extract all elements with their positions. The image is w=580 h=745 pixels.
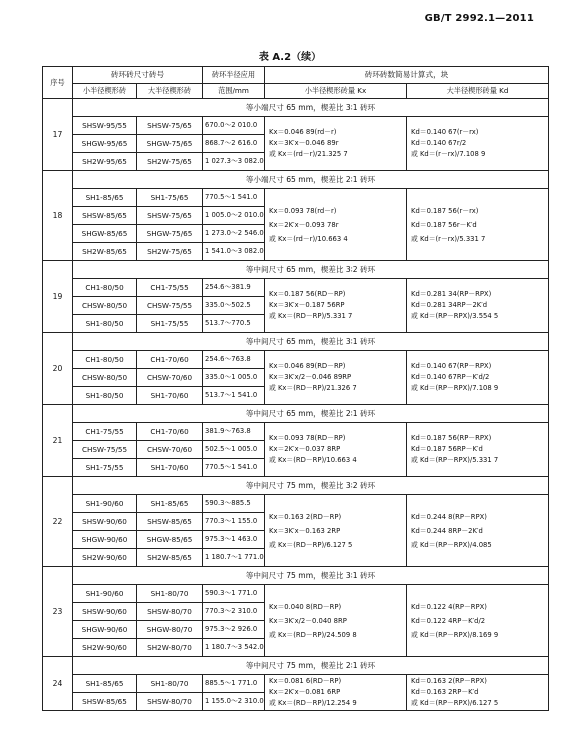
formula-line: Kx＝3K′x－0.163 2RP	[269, 526, 341, 535]
col-formula-group: 砖环砖数简易计算式，块	[265, 67, 549, 84]
small-shape-cell: SHSW-95/55	[73, 117, 137, 135]
large-shape-cell: SH2W-80/70	[137, 639, 203, 657]
large-shape-cell: SH1-80/70	[137, 585, 203, 603]
formula-line: Kx＝0.187 56(RD－RP)	[269, 290, 346, 298]
formula-line: Kd＝0.244 8RP－2K′d	[411, 526, 483, 535]
formula-line: 或 Kd＝(RP－RPX)/4.085	[411, 540, 492, 549]
formula-line: Kd＝0.140 67(RP－RPX)	[411, 362, 492, 370]
formula-small-cell	[265, 117, 407, 171]
radius-cell: 770.3～2 310.0	[203, 603, 265, 621]
col-radius-group: 砖环半径应用	[203, 67, 265, 84]
formula-line: Kx＝2K′x－0.081 6RP	[269, 688, 341, 696]
row-number: 23	[43, 567, 73, 657]
table-row	[43, 423, 549, 441]
large-shape-cell: SH1-70/60	[137, 459, 203, 477]
radius-cell: 1 027.3～3 082.0	[203, 153, 265, 171]
formula-line: Kd＝0.122 4(RP－RPX)	[411, 602, 487, 611]
row-number: 18	[43, 171, 73, 261]
table-row	[43, 585, 549, 603]
formula-line: Kx＝3K′x/2－0.040 8RP	[269, 616, 347, 625]
col-large-shape: 大半径楔形砖	[137, 84, 203, 99]
large-shape-cell: SH1-80/70	[137, 675, 203, 693]
large-shape-cell: SHSW-85/65	[137, 513, 203, 531]
formula-small-cell	[265, 279, 407, 333]
formula-line: Kx＝0.081 6(RD－RP)	[269, 677, 342, 685]
row-number: 20	[43, 333, 73, 405]
large-shape-cell: CH1-75/55	[137, 279, 203, 297]
formula-line: 或 Kx＝(rd－r)/10.663 4	[269, 234, 348, 243]
table-caption: 表 A.2（续）	[258, 52, 322, 63]
formula-line: 或 Kx＝(rd－r)/21.325 7	[269, 150, 348, 158]
radius-cell: 513.7～770.5	[203, 315, 265, 333]
formula-large-cell	[407, 495, 549, 567]
large-shape-cell: SH1-70/60	[137, 387, 203, 405]
small-shape-cell: SH1-90/60	[73, 495, 137, 513]
section-title: 等小端尺寸 65 mm，楔差比 2∶1 砖环	[73, 171, 549, 189]
formula-line: 或 Kd＝(RP－RPX)/8.169 9	[411, 630, 499, 639]
section-header-row	[43, 405, 549, 423]
small-shape-cell: SH1-85/65	[73, 189, 137, 207]
formula-line: 或 Kx＝(RD－RP)/10.663 4	[269, 456, 357, 464]
formula-large-cell	[407, 585, 549, 657]
formula-line: 或 Kd＝(r－rx)/5.331 7	[411, 234, 486, 243]
formula-small-cell	[265, 585, 407, 657]
small-shape-cell: SH1-80/50	[73, 315, 137, 333]
formula-large-cell	[407, 351, 549, 405]
formula-line: 或 Kx＝(RD－RP)/5.331 7	[269, 312, 353, 320]
small-shape-cell: SHSW-85/65	[73, 693, 137, 711]
large-shape-cell: CHSW-70/60	[137, 441, 203, 459]
small-shape-cell: SHSW-90/60	[73, 603, 137, 621]
formula-line: Kd＝0.163 2RP－K′d	[411, 688, 479, 696]
table-row	[43, 495, 549, 513]
large-shape-cell: SH1-75/65	[137, 189, 203, 207]
formula-line: Kd＝0.187 56RP－K′d	[411, 445, 483, 453]
section-header-row	[43, 333, 549, 351]
radius-cell: 770.5～1 541.0	[203, 189, 265, 207]
radius-cell: 670.0～2 010.0	[203, 117, 265, 135]
col-formula-small: 小半径楔形砖量 Kx	[265, 84, 407, 99]
formula-line: Kd＝0.163 2(RP－RPX)	[411, 677, 487, 685]
radius-cell: 770.5～1 541.0	[203, 459, 265, 477]
radius-cell: 335.0～502.5	[203, 297, 265, 315]
section-title: 等中间尺寸 65 mm，楔差比 2∶1 砖环	[73, 405, 549, 423]
large-shape-cell: SH2W-75/65	[137, 153, 203, 171]
large-shape-cell: SHSW-75/65	[137, 207, 203, 225]
large-shape-cell: SH1-85/65	[137, 495, 203, 513]
formula-line: Kd＝0.187 56(RP－RPX)	[411, 434, 492, 442]
radius-cell: 1 180.7～3 542.0	[203, 639, 265, 657]
formula-line: Kd＝0.187 56(r－rx)	[411, 206, 479, 215]
col-formula-large: 大半径楔形砖量 Kd	[407, 84, 549, 99]
large-shape-cell: SHSW-80/70	[137, 693, 203, 711]
small-shape-cell: SHGW-85/65	[73, 225, 137, 243]
large-shape-cell: SHSW-75/65	[137, 117, 203, 135]
formula-line: Kx＝0.040 8(RD－RP)	[269, 602, 342, 611]
formula-small-cell	[265, 423, 407, 477]
row-number: 22	[43, 477, 73, 567]
large-shape-cell: CHSW-75/55	[137, 297, 203, 315]
formula-line: 或 Kd＝(RP－RPX)/7.108 9	[411, 384, 499, 392]
formula-line: Kx＝3K′x－0.187 56RP	[269, 301, 345, 309]
small-shape-cell: SHSW-90/60	[73, 513, 137, 531]
header-row-2	[43, 84, 549, 99]
col-seq: 序号	[43, 67, 73, 99]
radius-cell: 770.3～1 155.0	[203, 513, 265, 531]
section-header-row	[43, 657, 549, 675]
formula-line: 或 Kd＝(r－rx)/7.108 9	[411, 150, 486, 158]
formula-line: 或 Kx＝(RD－RP)/12.254 9	[269, 699, 357, 707]
table-row	[43, 117, 549, 135]
radius-cell: 1 155.0～2 310.0	[203, 693, 265, 711]
formula-line: Kx＝2K′x－0.037 8RP	[269, 445, 341, 453]
col-small-shape: 小半径楔形砖	[73, 84, 137, 99]
formula-line: Kx＝2K′x－0.093 78r	[269, 220, 339, 229]
formula-line: Kx＝0.093 78(rd－r)	[269, 206, 337, 215]
large-shape-cell: CHSW-70/60	[137, 369, 203, 387]
radius-cell: 1 273.0～2 546.0	[203, 225, 265, 243]
small-shape-cell: SHSW-85/65	[73, 207, 137, 225]
small-shape-cell: SH2W-90/60	[73, 639, 137, 657]
formula-line: Kx＝3K′x－0.046 89r	[269, 139, 339, 147]
section-header-row	[43, 171, 549, 189]
large-shape-cell: SHSW-80/70	[137, 603, 203, 621]
formula-line: Kd＝0.281 34RP－2K′d	[411, 301, 488, 309]
small-shape-cell: SH1-90/60	[73, 585, 137, 603]
large-shape-cell: SHGW-75/65	[137, 225, 203, 243]
formula-line: Kd＝0.122 4RP－K′d/2	[411, 616, 486, 625]
large-shape-cell: SH2W-85/65	[137, 549, 203, 567]
row-number: 21	[43, 405, 73, 477]
brick-ring-table	[42, 66, 549, 711]
formula-line: 或 Kd＝(RP－RPX)/6.127 5	[411, 699, 499, 707]
small-shape-cell: SH1-75/55	[73, 459, 137, 477]
radius-cell: 590.3～885.5	[203, 495, 265, 513]
radius-cell: 868.7～2 616.0	[203, 135, 265, 153]
formula-large-cell	[407, 675, 549, 711]
radius-cell: 381.9～763.8	[203, 423, 265, 441]
formula-line: Kx＝0.046 89(rd－r)	[269, 128, 337, 136]
formula-large-cell	[407, 279, 549, 333]
large-shape-cell: SHGW-85/65	[137, 531, 203, 549]
formula-line: Kd＝0.244 8(RP－RPX)	[411, 512, 487, 521]
formula-line: Kx＝0.093 78(RD－RP)	[269, 434, 346, 442]
radius-cell: 590.3～1 771.0	[203, 585, 265, 603]
formula-line: Kd＝0.140 67RP－K′d/2	[411, 373, 490, 381]
small-shape-cell: SH2W-95/65	[73, 153, 137, 171]
formula-line: Kx＝3K′x/2－0.046 89RP	[269, 373, 352, 381]
small-shape-cell: CH1-80/50	[73, 279, 137, 297]
formula-line: 或 Kd＝(RP－RPX)/5.331 7	[411, 456, 499, 464]
section-title: 等中间尺寸 65 mm，楔差比 3∶2 砖环	[73, 261, 549, 279]
radius-cell: 975.3～2 926.0	[203, 621, 265, 639]
large-shape-cell: CH1-70/60	[137, 351, 203, 369]
radius-cell: 502.5～1 005.0	[203, 441, 265, 459]
radius-cell: 1 005.0～2 010.0	[203, 207, 265, 225]
section-title: 等中间尺寸 65 mm，楔差比 3∶1 砖环	[73, 333, 549, 351]
formula-line: Kx＝0.046 89(RD－RP)	[269, 362, 346, 370]
row-number: 24	[43, 657, 73, 711]
radius-cell: 975.3～1 463.0	[203, 531, 265, 549]
small-shape-cell: SH1-80/50	[73, 387, 137, 405]
section-title: 等小端尺寸 65 mm，楔差比 3∶1 砖环	[73, 99, 549, 117]
formula-small-cell	[265, 351, 407, 405]
small-shape-cell: CHSW-75/55	[73, 441, 137, 459]
formula-line: Kx＝0.163 2(RD－RP)	[269, 512, 342, 521]
header-row-1	[43, 67, 549, 84]
radius-cell: 1 541.0～3 082.0	[203, 243, 265, 261]
section-header-row	[43, 261, 549, 279]
col-ring-size-group: 砖环砖尺寸砖号	[73, 67, 203, 84]
row-number: 17	[43, 99, 73, 171]
formula-small-cell	[265, 675, 407, 711]
section-title: 等中间尺寸 75 mm，楔差比 3∶1 砖环	[73, 567, 549, 585]
formula-line: 或 Kx＝(RD－RP)/6.127 5	[269, 540, 353, 549]
formula-line: Kd＝0.281 34(RP－RPX)	[411, 290, 492, 298]
formula-line: Kd＝0.140 67(r－rx)	[411, 128, 479, 136]
formula-line: 或 Kx＝(RD－RP)/21.326 7	[269, 384, 357, 392]
small-shape-cell: CHSW-80/50	[73, 297, 137, 315]
table-row	[43, 351, 549, 369]
radius-cell: 254.6～763.8	[203, 351, 265, 369]
formula-line: Kd＝0.140 67r/2	[411, 139, 467, 147]
small-shape-cell: CHSW-80/50	[73, 369, 137, 387]
formula-line: 或 Kx＝(RD－RP)/24.509 8	[269, 630, 357, 639]
formula-line: Kd＝0.187 56r－K′d	[411, 220, 477, 229]
formula-small-cell	[265, 495, 407, 567]
large-shape-cell: SH1-75/55	[137, 315, 203, 333]
section-title: 等中间尺寸 75 mm，楔差比 3∶2 砖环	[73, 477, 549, 495]
formula-large-cell	[407, 189, 549, 261]
large-shape-cell: CH1-70/60	[137, 423, 203, 441]
table-row	[43, 675, 549, 693]
small-shape-cell: SH1-85/65	[73, 675, 137, 693]
small-shape-cell: SHGW-95/65	[73, 135, 137, 153]
section-header-row	[43, 99, 549, 117]
small-shape-cell: SH2W-85/65	[73, 243, 137, 261]
small-shape-cell: SH2W-90/60	[73, 549, 137, 567]
small-shape-cell: CH1-75/55	[73, 423, 137, 441]
large-shape-cell: SHGW-80/70	[137, 621, 203, 639]
formula-small-cell	[265, 189, 407, 261]
radius-cell: 513.7～1 541.0	[203, 387, 265, 405]
row-number: 19	[43, 261, 73, 333]
large-shape-cell: SH2W-75/65	[137, 243, 203, 261]
section-header-row	[43, 567, 549, 585]
formula-large-cell	[407, 117, 549, 171]
formula-line: 或 Kd＝(RP－RPX)/3.554 5	[411, 312, 499, 320]
table-row	[43, 279, 549, 297]
radius-cell: 254.6～381.9	[203, 279, 265, 297]
formula-large-cell	[407, 423, 549, 477]
standard-number: GB/T 2992.1—2011	[424, 13, 534, 24]
table-body	[43, 99, 549, 711]
section-title: 等中间尺寸 75 mm，楔差比 2∶1 砖环	[73, 657, 549, 675]
section-header-row	[43, 477, 549, 495]
small-shape-cell: CH1-80/50	[73, 351, 137, 369]
small-shape-cell: SHGW-90/60	[73, 621, 137, 639]
col-radius-range: 范围/mm	[203, 84, 265, 99]
table-row	[43, 189, 549, 207]
small-shape-cell: SHGW-90/60	[73, 531, 137, 549]
radius-cell: 885.5～1 771.0	[203, 675, 265, 693]
radius-cell: 1 180.7～1 771.0	[203, 549, 265, 567]
large-shape-cell: SHGW-75/65	[137, 135, 203, 153]
radius-cell: 335.0～1 005.0	[203, 369, 265, 387]
